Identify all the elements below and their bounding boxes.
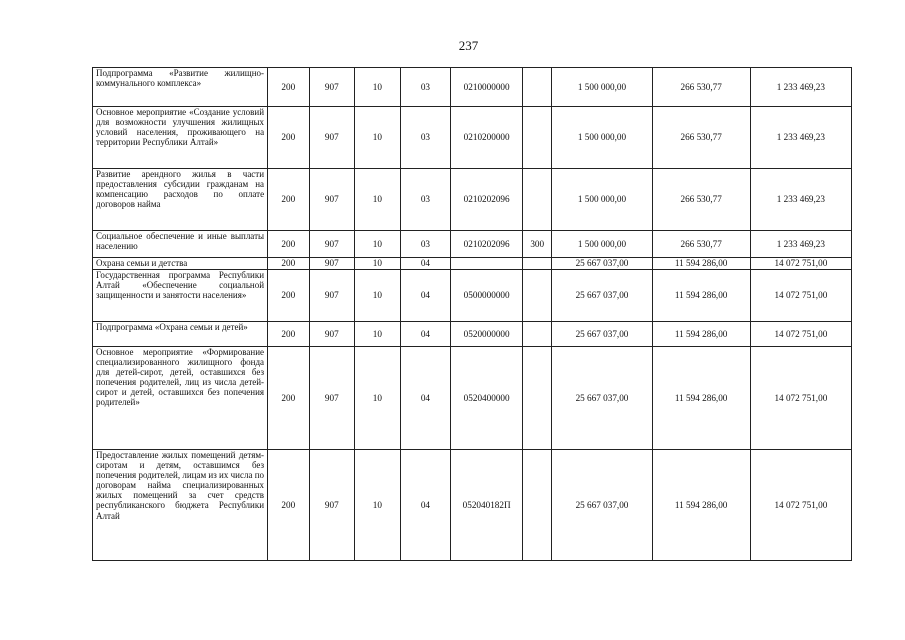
- table-row: [93, 107, 852, 169]
- row-name: Охрана семьи и детства: [93, 258, 268, 270]
- code-cell: [523, 322, 552, 347]
- code-cell: [523, 258, 552, 270]
- code-cell: 200: [268, 347, 309, 450]
- amount-cell: 266 530,77: [652, 231, 750, 258]
- code-cell: 10: [355, 450, 401, 561]
- amount-cell: 1 233 469,23: [750, 169, 851, 231]
- amount-cell: 266 530,77: [652, 169, 750, 231]
- amount-cell: 25 667 037,00: [552, 270, 652, 322]
- code-cell: 0520000000: [451, 322, 523, 347]
- table-row: [93, 258, 852, 270]
- amount-cell: 266 530,77: [652, 107, 750, 169]
- code-cell: 0210000000: [451, 68, 523, 107]
- code-cell: 04: [400, 322, 451, 347]
- table-row: [93, 169, 852, 231]
- code-cell: 10: [355, 107, 401, 169]
- code-cell: 0210200000: [451, 107, 523, 169]
- code-cell: 200: [268, 322, 309, 347]
- code-cell: 03: [400, 107, 451, 169]
- code-cell: [523, 450, 552, 561]
- code-cell: [523, 107, 552, 169]
- amount-cell: 1 233 469,23: [750, 107, 851, 169]
- amount-cell: 11 594 286,00: [652, 347, 750, 450]
- amount-cell: 25 667 037,00: [552, 450, 652, 561]
- row-name: Основное мероприятие «Формирование специализированного жилищного фонда для детей-сирот, детей, оставшихся без попечения родителей, лиц из числа детей-сирот и детей, оставшихся без попечения родителей»: [93, 347, 268, 450]
- code-cell: 907: [309, 347, 355, 450]
- code-cell: [523, 347, 552, 450]
- code-cell: 907: [309, 270, 355, 322]
- row-name: Предоставление жилых помещений детям-сиротам и детям, оставшимся без попечения родителей, лицам из их числа по договорам найма специализированных жилых помещений за счет средств республиканского бюджета Республики Алтай: [93, 450, 268, 561]
- table-row: [93, 231, 852, 258]
- amount-cell: 25 667 037,00: [552, 322, 652, 347]
- code-cell: 0210202096: [451, 231, 523, 258]
- code-cell: 200: [268, 270, 309, 322]
- amount-cell: 14 072 751,00: [750, 322, 851, 347]
- amount-cell: 14 072 751,00: [750, 270, 851, 322]
- code-cell: 0210202096: [451, 169, 523, 231]
- code-cell: 200: [268, 169, 309, 231]
- amount-cell: 1 233 469,23: [750, 68, 851, 107]
- amount-cell: 11 594 286,00: [652, 322, 750, 347]
- code-cell: 907: [309, 322, 355, 347]
- code-cell: 300: [523, 231, 552, 258]
- amount-cell: 1 500 000,00: [552, 169, 652, 231]
- code-cell: 10: [355, 347, 401, 450]
- code-cell: 907: [309, 107, 355, 169]
- code-cell: 907: [309, 68, 355, 107]
- code-cell: 03: [400, 68, 451, 107]
- amount-cell: 266 530,77: [652, 68, 750, 107]
- code-cell: 04: [400, 450, 451, 561]
- row-name: Развитие арендного жилья в части предоставления субсидии гражданам на компенсацию расходов по оплате договоров найма: [93, 169, 268, 231]
- code-cell: 10: [355, 270, 401, 322]
- amount-cell: 1 500 000,00: [552, 231, 652, 258]
- amount-cell: 25 667 037,00: [552, 258, 652, 270]
- code-cell: [523, 68, 552, 107]
- row-name: Основное мероприятие «Создание условий для возможности улучшения жилищных условий населения, проживающего на территории Республики Алтай»: [93, 107, 268, 169]
- code-cell: 907: [309, 450, 355, 561]
- table-row: [93, 322, 852, 347]
- amount-cell: 11 594 286,00: [652, 270, 750, 322]
- code-cell: 10: [355, 322, 401, 347]
- code-cell: 10: [355, 231, 401, 258]
- amount-cell: 14 072 751,00: [750, 258, 851, 270]
- amount-cell: 14 072 751,00: [750, 347, 851, 450]
- amount-cell: 1 500 000,00: [552, 68, 652, 107]
- code-cell: 04: [400, 258, 451, 270]
- row-name: Подпрограмма «Развитие жилищно-коммунального комплекса»: [93, 68, 268, 107]
- amount-cell: 11 594 286,00: [652, 450, 750, 561]
- code-cell: 907: [309, 169, 355, 231]
- code-cell: 04: [400, 347, 451, 450]
- code-cell: 200: [268, 231, 309, 258]
- table-row: [93, 347, 852, 450]
- code-cell: 04: [400, 270, 451, 322]
- table-row: [93, 68, 852, 107]
- code-cell: 907: [309, 231, 355, 258]
- page-number: 237: [458, 38, 479, 53]
- budget-table: [92, 67, 852, 561]
- row-name: Государственная программа Республики Алтай «Обеспечение социальной защищенности и занятости населения»: [93, 270, 268, 322]
- code-cell: 200: [268, 107, 309, 169]
- code-cell: [523, 270, 552, 322]
- code-cell: 0520400000: [451, 347, 523, 450]
- code-cell: [523, 169, 552, 231]
- code-cell: [451, 258, 523, 270]
- code-cell: 200: [268, 68, 309, 107]
- table-row: [93, 450, 852, 561]
- code-cell: 052040182П: [451, 450, 523, 561]
- code-cell: 10: [355, 169, 401, 231]
- amount-cell: 1 233 469,23: [750, 231, 851, 258]
- amount-cell: 11 594 286,00: [652, 258, 750, 270]
- code-cell: 200: [268, 258, 309, 270]
- code-cell: 200: [268, 450, 309, 561]
- code-cell: 10: [355, 68, 401, 107]
- table-row: [93, 270, 852, 322]
- amount-cell: 14 072 751,00: [750, 450, 851, 561]
- code-cell: 03: [400, 169, 451, 231]
- amount-cell: 1 500 000,00: [552, 107, 652, 169]
- code-cell: 10: [355, 258, 401, 270]
- row-name: Подпрограмма «Охрана семьи и детей»: [93, 322, 268, 347]
- code-cell: 03: [400, 231, 451, 258]
- amount-cell: 25 667 037,00: [552, 347, 652, 450]
- code-cell: 907: [309, 258, 355, 270]
- code-cell: 0500000000: [451, 270, 523, 322]
- row-name: Социальное обеспечение и иные выплаты населению: [93, 231, 268, 258]
